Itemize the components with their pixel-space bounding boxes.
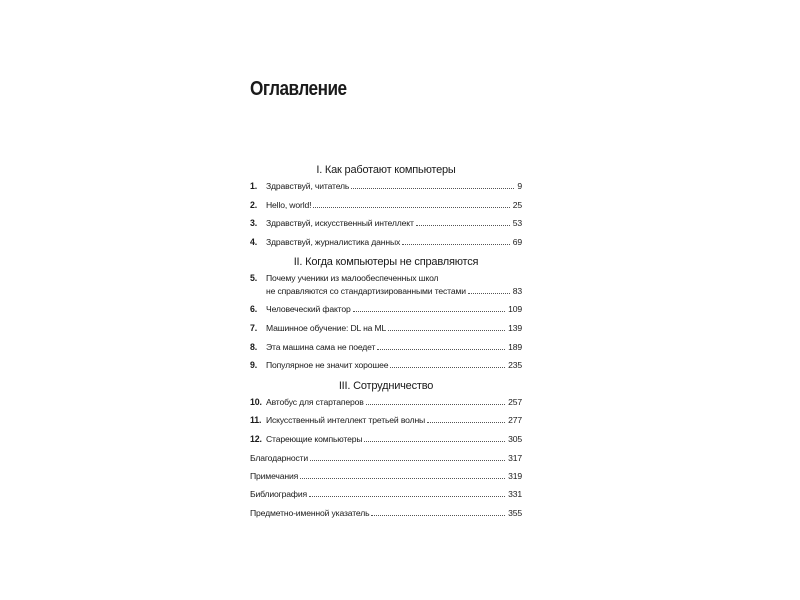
- chapter-number: 5.: [250, 273, 258, 284]
- dot-leader: [388, 330, 505, 331]
- page-number: 53: [512, 218, 522, 229]
- entry-title: Благодарности: [250, 452, 309, 463]
- chapter-title: Здравствуй, журналистика данных: [266, 236, 401, 247]
- toc-entry-acknowledgements[interactable]: [250, 453, 522, 464]
- page-number: 9: [517, 181, 522, 191]
- page-number: 83: [512, 286, 522, 297]
- toc-entry-chapter-8[interactable]: [250, 342, 522, 353]
- page-number: 69: [512, 236, 522, 247]
- chapter-title-line-1: Почему ученики из малообеспеченных школ: [266, 273, 439, 284]
- page-number: 235: [508, 360, 522, 371]
- chapter-title: Здравствуй, читатель: [266, 181, 350, 191]
- page-number: 355: [508, 507, 522, 518]
- toc-entry-chapter-1[interactable]: [250, 181, 522, 192]
- toc-entry-chapter-9[interactable]: [250, 360, 522, 371]
- toc-entry-notes[interactable]: [250, 471, 522, 482]
- chapter-number: 12.: [250, 433, 262, 444]
- chapter-title: Популярное не значит хорошее: [266, 360, 389, 371]
- chapter-number: 10.: [250, 396, 262, 407]
- chapter-title: Hello, world!: [266, 199, 312, 210]
- toc-entry-chapter-3[interactable]: [250, 218, 522, 229]
- chapter-number: 1.: [250, 181, 258, 191]
- entry-title: Примечания: [250, 470, 299, 481]
- page-number: 331: [508, 489, 522, 500]
- dot-leader: [351, 188, 514, 189]
- part-3: [250, 379, 522, 445]
- dot-leader: [364, 441, 505, 442]
- toc-entry-chapter-12[interactable]: [250, 434, 522, 445]
- dot-leader: [468, 293, 510, 294]
- chapter-title: Искусственный интеллект третьей волны: [266, 415, 426, 426]
- toc-entry-chapter-7[interactable]: [250, 323, 522, 334]
- page-number: 277: [508, 415, 522, 426]
- dot-leader: [309, 496, 505, 497]
- entry-title: Библиография: [250, 489, 307, 500]
- page-title: Оглавление: [250, 78, 347, 100]
- dot-leader: [310, 460, 505, 461]
- toc-entry-bibliography[interactable]: [250, 489, 522, 500]
- table-of-contents: [250, 163, 522, 526]
- chapter-number: 2.: [250, 199, 258, 210]
- dot-leader: [353, 311, 505, 312]
- toc-entry-chapter-11[interactable]: [250, 415, 522, 426]
- dot-leader: [427, 422, 505, 423]
- chapter-number: 8.: [250, 341, 258, 352]
- toc-entry-chapter-5[interactable]: [250, 273, 522, 297]
- dot-leader: [416, 225, 510, 226]
- toc-entry-chapter-6[interactable]: [250, 304, 522, 315]
- page-number: 109: [508, 304, 522, 315]
- chapter-title: Машинное обучение: DL на ML: [266, 322, 387, 333]
- chapter-number: 4.: [250, 236, 258, 247]
- page-number: 305: [508, 433, 522, 444]
- chapter-title: Стареющие компьютеры: [266, 433, 363, 444]
- dot-leader: [402, 244, 510, 245]
- page-number: 319: [508, 470, 522, 481]
- part-1: [250, 163, 522, 248]
- chapter-number: 9.: [250, 360, 258, 371]
- back-matter: [250, 453, 522, 519]
- chapter-title: Автобус для стартаперов: [266, 396, 364, 407]
- part-2: [250, 255, 522, 371]
- dot-leader: [377, 349, 505, 350]
- dot-leader: [313, 207, 509, 208]
- chapter-title: Здравствуй, искусственный интеллект: [266, 218, 414, 229]
- chapter-title-line-2: не справляются со стандартизированными тестами: [266, 286, 466, 297]
- page-number: 139: [508, 322, 522, 333]
- dot-leader: [371, 515, 505, 516]
- chapter-number: 11.: [250, 415, 262, 426]
- toc-entry-chapter-4[interactable]: [250, 237, 522, 248]
- chapter-title: Человеческий фактор: [266, 304, 351, 315]
- toc-entry-chapter-10[interactable]: [250, 397, 522, 408]
- part-heading: I. Как работают компьютеры: [316, 164, 456, 176]
- part-heading: III. Сотрудничество: [338, 379, 434, 392]
- page-number: 189: [508, 341, 522, 352]
- page-number: 25: [512, 199, 522, 210]
- entry-title: Предметно-именной указатель: [250, 507, 370, 518]
- chapter-title: Эта машина сама не поедет: [266, 341, 376, 352]
- chapter-number: 7.: [250, 322, 258, 333]
- toc-entry-index[interactable]: [250, 508, 522, 519]
- part-heading: II. Когда компьютеры не справляются: [293, 256, 479, 269]
- page-number: 317: [508, 452, 522, 463]
- dot-leader: [300, 478, 505, 479]
- chapter-number: 3.: [250, 218, 258, 229]
- chapter-number: 6.: [250, 304, 258, 315]
- dot-leader: [390, 367, 505, 368]
- dot-leader: [366, 404, 505, 405]
- toc-entry-chapter-2[interactable]: [250, 200, 522, 211]
- page-number: 257: [508, 396, 522, 407]
